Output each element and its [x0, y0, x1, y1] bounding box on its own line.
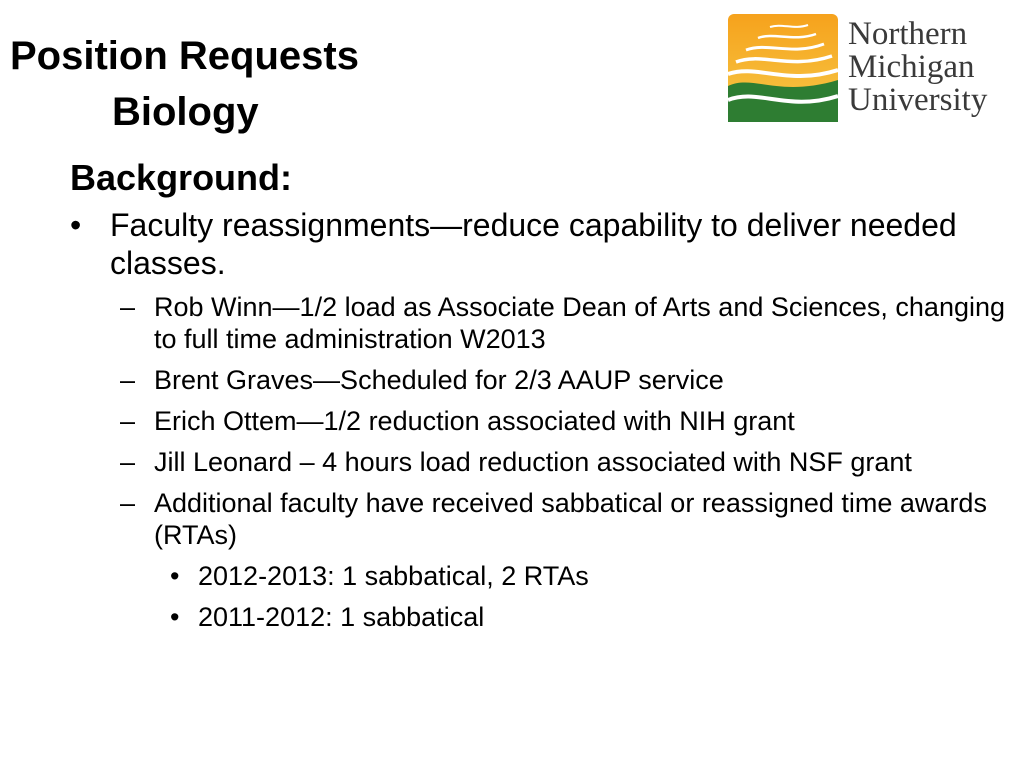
list-item	[70, 291, 1020, 355]
logo-wordmark	[848, 18, 987, 117]
bullet-marker: •	[170, 602, 180, 632]
slide-title-line-1: Position Requests	[10, 34, 359, 78]
list-item-text: Jill Leonard – 4 hours load reduction associated with NSF grant	[154, 447, 912, 477]
list-item	[70, 364, 1020, 396]
bullet-marker: •	[70, 207, 82, 243]
list-item-text: Faculty reassignments—reduce capability to deliver needed classes.	[110, 207, 957, 281]
list-item	[70, 487, 1020, 551]
logo-line-3: University	[848, 82, 988, 118]
list-item	[70, 560, 1020, 592]
section-heading: Background:	[70, 157, 293, 198]
list-item-text: Erich Ottem—1/2 reduction associated with NIH grant	[154, 406, 795, 436]
list-item-text: Rob Winn—1/2 load as Associate Dean of Arts and Sciences, changing to full time administration W2013	[154, 292, 1006, 354]
list-item-text: Additional faculty have received sabbatical or reassigned time awards (RTAs)	[154, 488, 987, 550]
list-item-text: 2012-2013: 1 sabbatical, 2 RTAs	[198, 561, 589, 591]
dash-marker: –	[120, 292, 136, 322]
dash-marker: –	[120, 488, 136, 518]
nmu-logo-icon	[728, 14, 838, 122]
list-item	[70, 206, 1020, 282]
slide-body	[70, 154, 1020, 633]
list-item	[70, 405, 1020, 437]
logo-line-1: Northern	[848, 16, 968, 52]
slide-title-line-2: Biology	[112, 90, 259, 134]
slide-title	[10, 28, 410, 140]
list-item-text: Brent Graves—Scheduled for 2/3 AAUP service	[154, 365, 724, 395]
university-logo	[728, 14, 1012, 126]
list-item-text: 2011-2012: 1 sabbatical	[198, 602, 485, 632]
dash-marker: –	[120, 406, 136, 436]
list-item	[70, 446, 1020, 478]
dash-marker: –	[120, 447, 136, 477]
bullet-list	[70, 206, 1020, 633]
dash-marker: –	[120, 365, 136, 395]
list-item	[70, 601, 1020, 633]
bullet-marker: •	[170, 561, 180, 591]
logo-line-2: Michigan	[848, 49, 975, 85]
